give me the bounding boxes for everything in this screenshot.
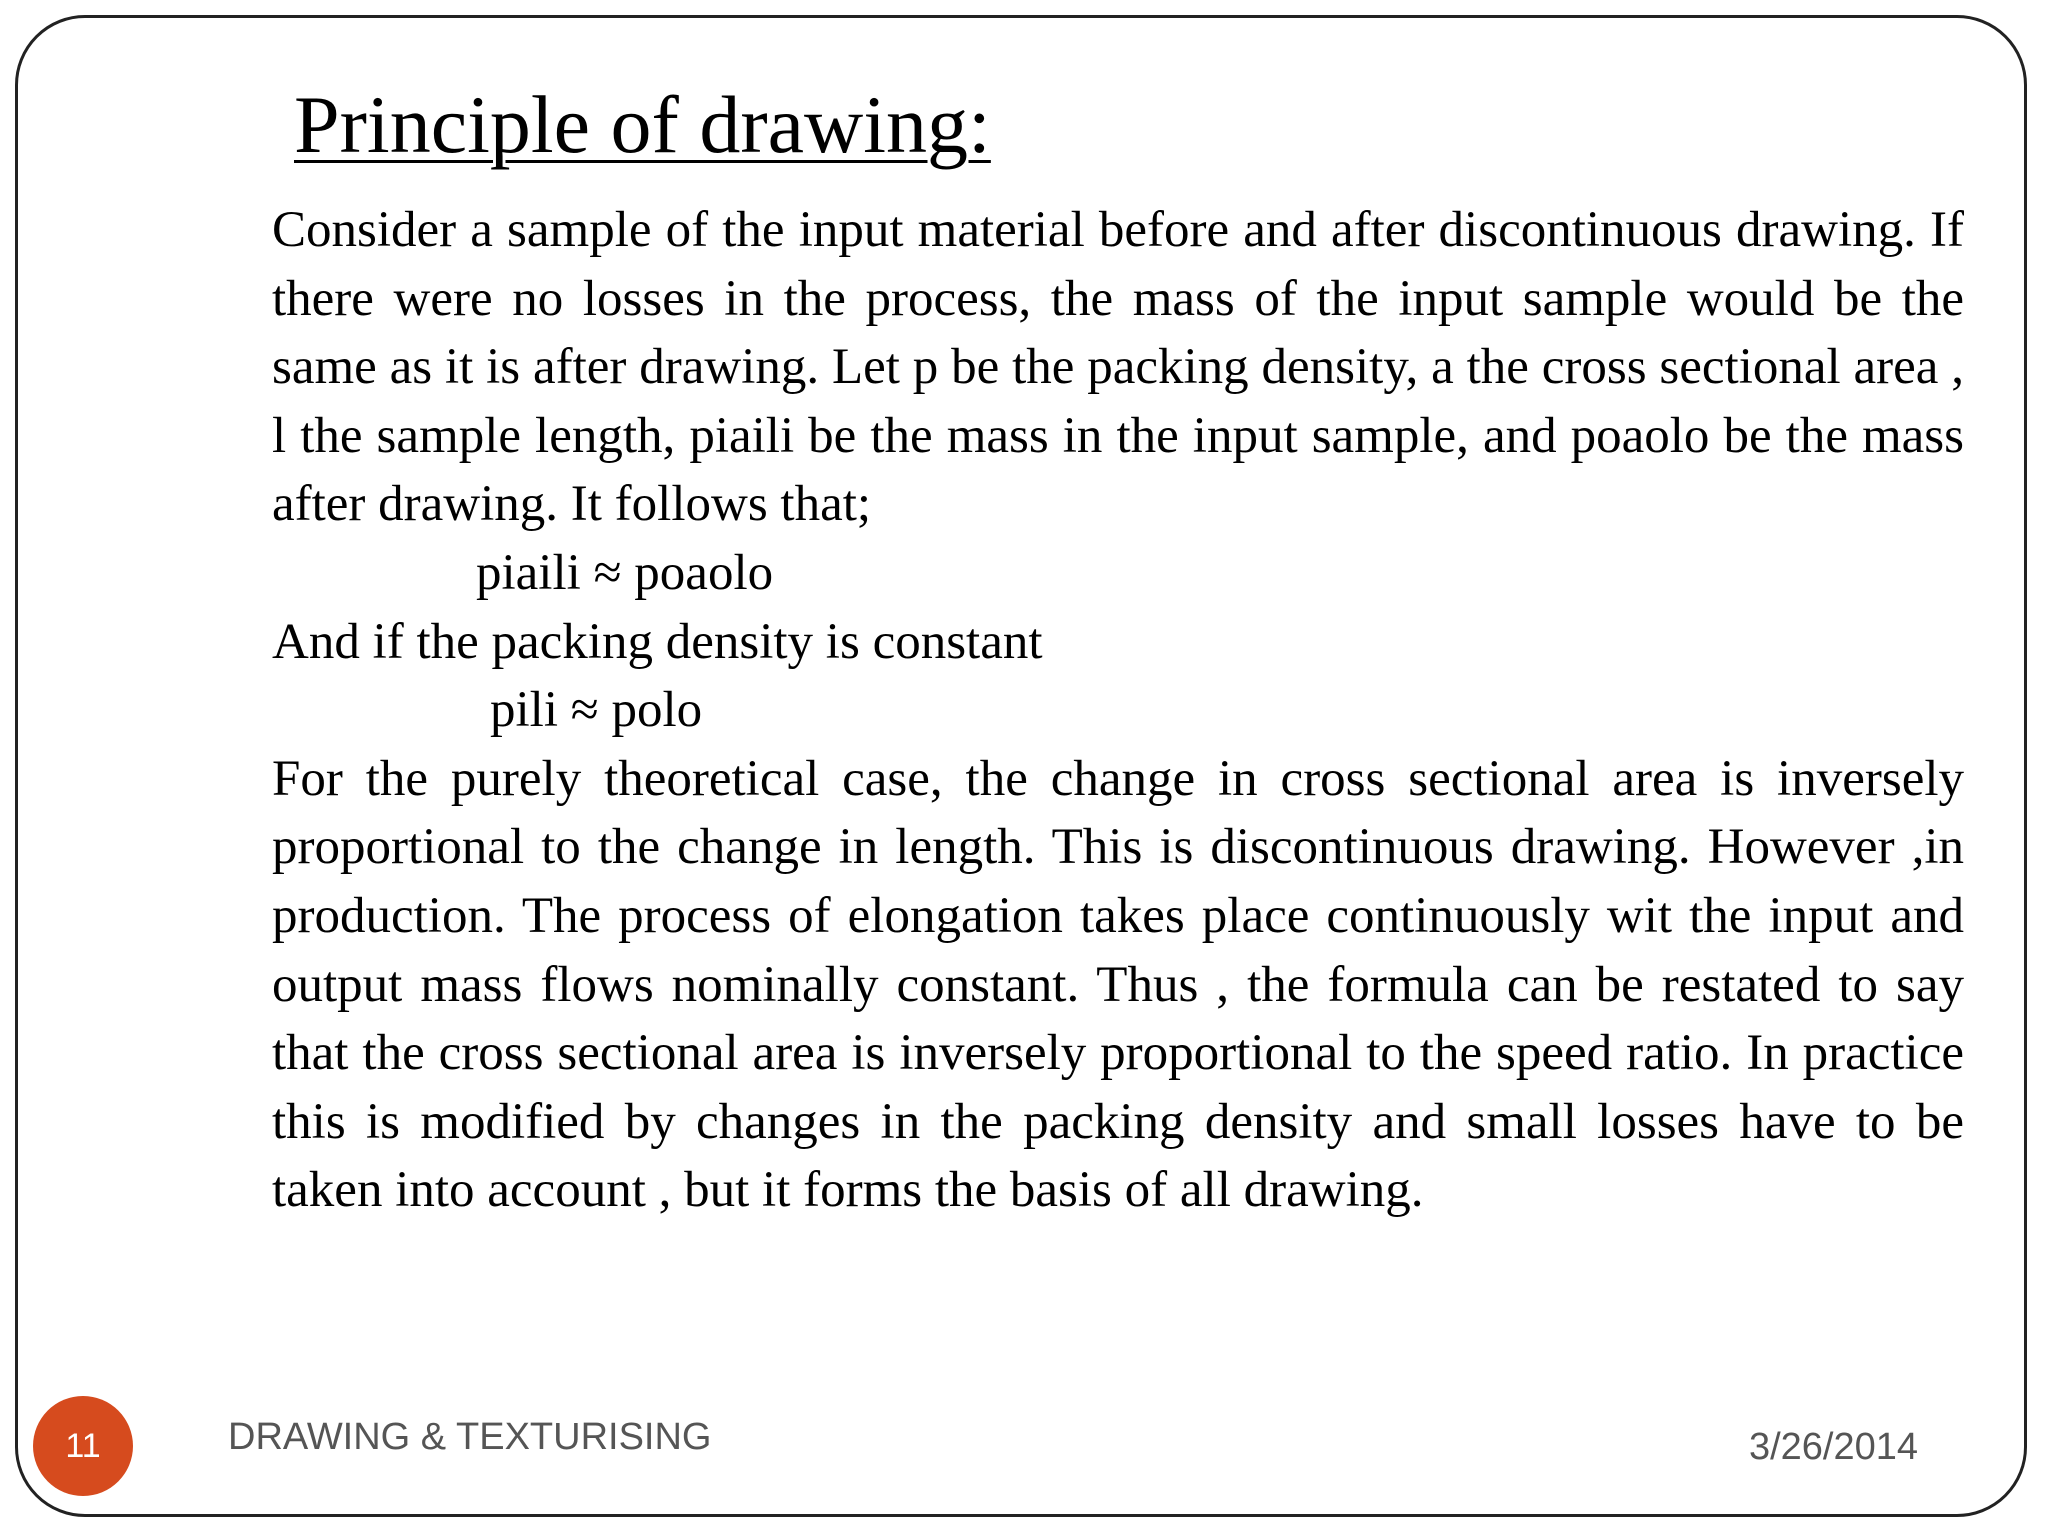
body-line-packing-density: And if the packing density is constant [272,613,1043,670]
body-paragraph-1: Consider a sample of the input material before and after discontinuous drawing. If there were no losses in the process, the mass of the input sample would be the same as it is after drawing. Let p be the packing density, a the cross sectional area , l the sample length, piaili be the mass in the input sample, and poaolo be the mass after drawing. It follows that; [272,202,1964,533]
equation-mass-balance: piaili ≈ poaolo [476,544,774,601]
slide-title: Principle of drawing: [294,79,991,170]
equation-length-balance: pili ≈ polo [490,682,703,739]
footer-date: 3/26/2014 [1748,1426,1918,1468]
slide-number-badge: 11 [33,1396,133,1496]
body-paragraph-2: For the purely theoretical case, the change in cross sectional area is inversely proportional to the change in length. This is discontinuous drawing. However ,in production. The process of elongation takes place continuously wit the input and output mass flows nominally constant. Thus , the formula can be restated to say that the cross sectional area is inversely proportional to the speed ratio. In practice this is modified by changes in the packing density and small losses have to be taken into account , but it forms the basis of all drawing. [272,750,1964,1219]
footer-title: DRAWING & TEXTURISING [228,1416,712,1458]
slide-body [272,196,1964,1225]
